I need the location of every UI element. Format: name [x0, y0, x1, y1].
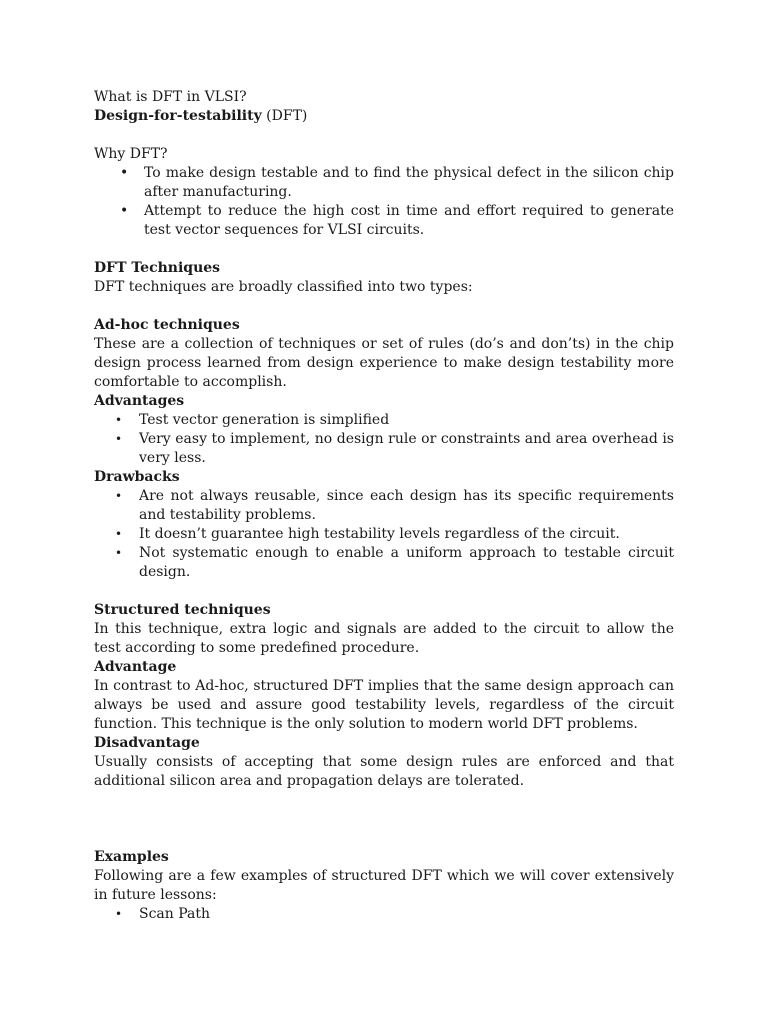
list-item: • Are not always reusable, since each design has its specific requirements and testability problems.: [94, 487, 674, 525]
spacer: [94, 240, 674, 259]
structured-text: In this technique, extra logic and signals are added to the circuit to allow the test according to some predefined procedure.: [94, 621, 674, 656]
adhoc-drawbacks-heading: Drawbacks: [94, 469, 180, 485]
why-list: [94, 164, 674, 240]
intro-abbr: (DFT): [261, 108, 308, 124]
spacer: [94, 297, 674, 316]
spacer: [94, 791, 674, 848]
list-item: • It doesn’t guarantee high testability levels regardless of the circuit.: [94, 525, 674, 544]
intro-term: Design-for-testability: [94, 108, 262, 124]
list-item: • Not systematic enough to enable a uniform approach to testable circuit design.: [94, 544, 674, 582]
techniques-text: DFT techniques are broadly classified into two types:: [94, 279, 473, 295]
structured-disadvantage-heading: Disadvantage: [94, 735, 200, 751]
intro-question: What is DFT in VLSI?: [94, 89, 247, 105]
adhoc-advantages-heading: Advantages: [94, 393, 185, 409]
intro-definition: [94, 107, 674, 126]
document-page: [94, 88, 674, 924]
adhoc-heading: Ad-hoc techniques: [94, 317, 240, 333]
structured-advantage-text: In contrast to Ad-hoc, structured DFT implies that the same design approach can always be used and assure good testability levels, regardless of the circuit function. This technique is the only solution to modern world DFT problems.: [94, 678, 674, 732]
structured-advantage-heading: Advantage: [94, 659, 177, 675]
examples-heading: Examples: [94, 849, 169, 865]
examples-list: [94, 905, 674, 924]
why-heading: Why DFT?: [94, 146, 168, 162]
list-item: • Test vector generation is simplified: [94, 411, 674, 430]
structured-heading: Structured techniques: [94, 602, 271, 618]
spacer: [94, 126, 674, 145]
list-item: • Scan Path: [94, 905, 674, 924]
list-item: • To make design testable and to find the physical defect in the silicon chip after manufacturing.: [94, 164, 674, 202]
examples-text: Following are a few examples of structured DFT which we will cover extensively in future lessons:: [94, 868, 674, 903]
list-item: • Very easy to implement, no design rule or constraints and area overhead is very less.: [94, 430, 674, 468]
structured-disadvantage-text: Usually consists of accepting that some design rules are enforced and that additional silicon area and propagation delays are tolerated.: [94, 754, 674, 789]
list-item: • Attempt to reduce the high cost in time and effort required to generate test vector sequences for VLSI circuits.: [94, 202, 674, 240]
adhoc-text: These are a collection of techniques or set of rules (do’s and don’ts) in the chip design process learned from design experience to make design testability more comfortable to accomplish.: [94, 336, 674, 390]
adhoc-advantages-list: [94, 411, 674, 468]
adhoc-drawbacks-list: [94, 487, 674, 582]
techniques-heading: DFT Techniques: [94, 260, 221, 276]
spacer: [94, 582, 674, 601]
